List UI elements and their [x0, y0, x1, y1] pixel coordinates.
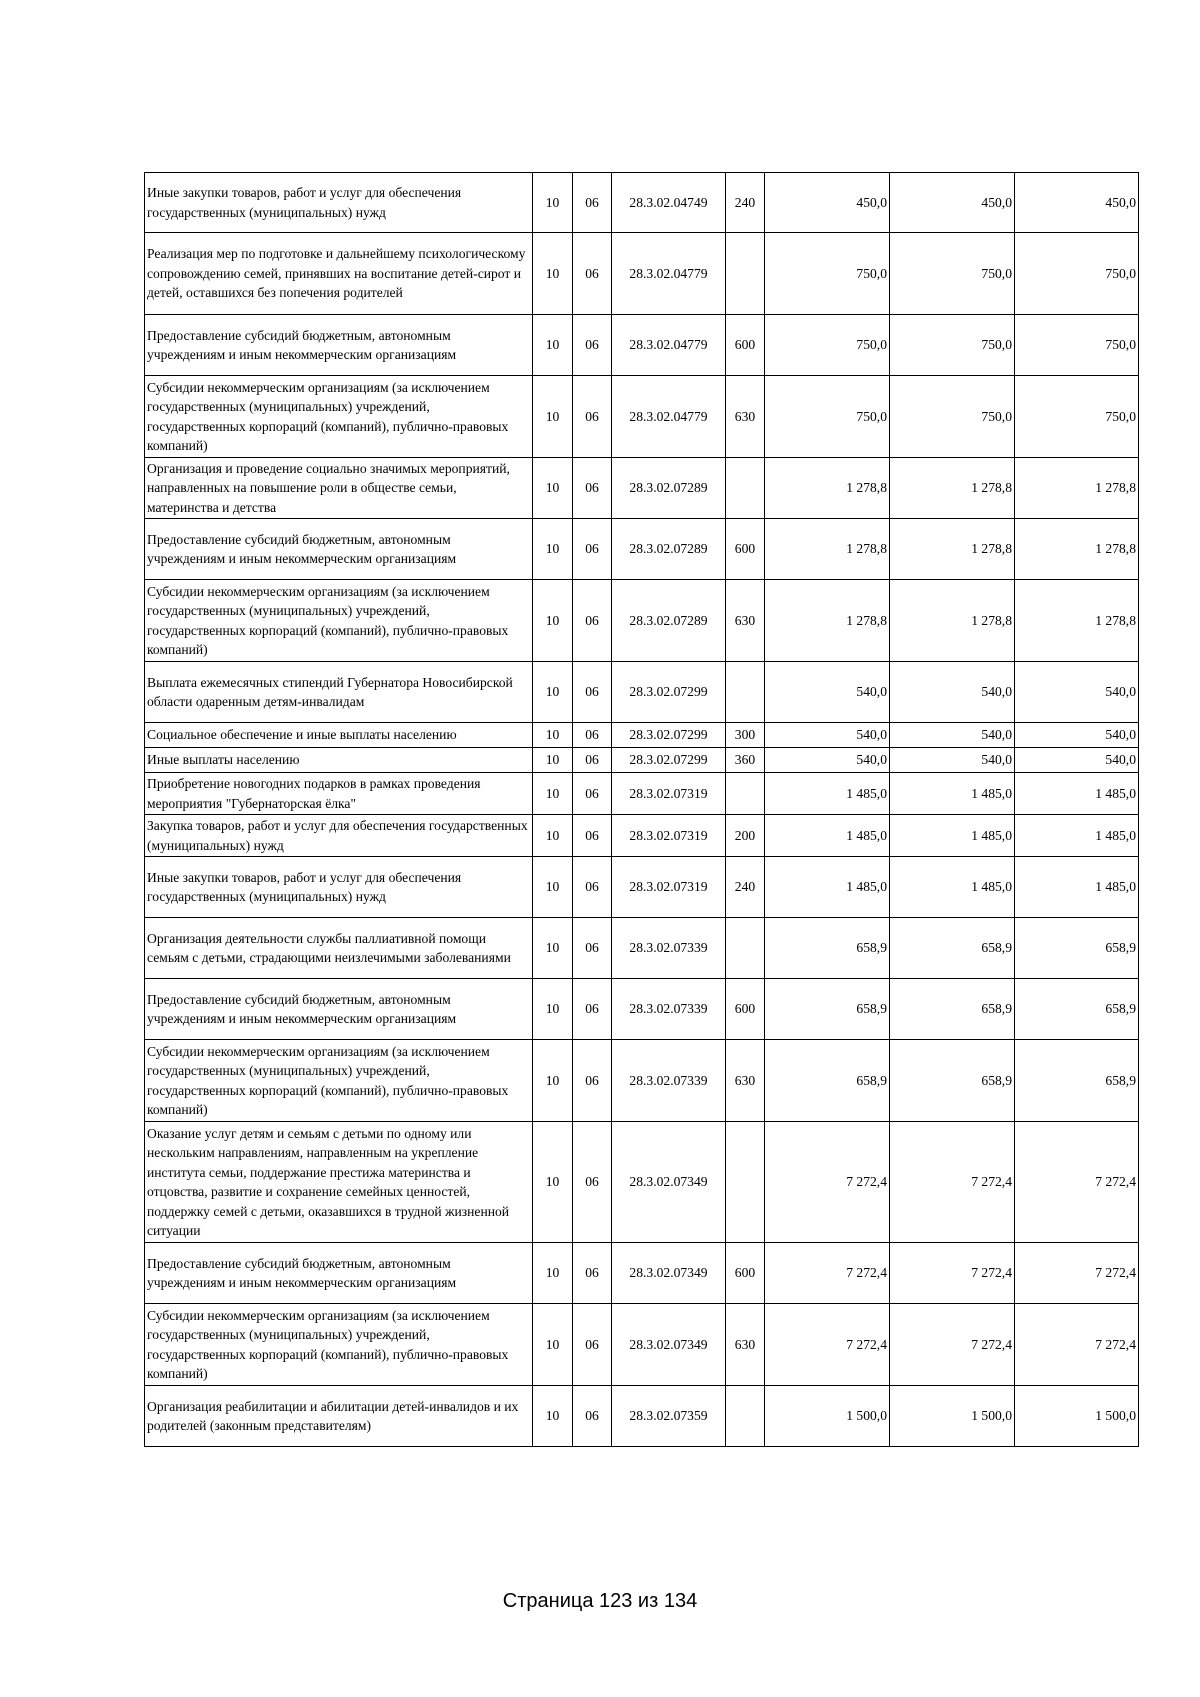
- target-article-cell: 28.3.02.07289: [612, 519, 726, 580]
- expense-type-cell: 600: [726, 979, 765, 1040]
- subsection-code-cell: 06: [573, 233, 612, 315]
- section-code-cell: 10: [533, 1243, 573, 1304]
- section-code-cell: 10: [533, 233, 573, 315]
- expense-type-cell: [726, 773, 765, 815]
- target-article-cell: 28.3.02.07299: [612, 662, 726, 723]
- subsection-code-cell: 06: [573, 662, 612, 723]
- amount-year-1-cell: 750,0: [765, 233, 890, 315]
- subsection-code-cell: 06: [573, 723, 612, 748]
- amount-year-2-cell: 540,0: [890, 662, 1015, 723]
- target-article-cell: 28.3.02.07349: [612, 1243, 726, 1304]
- row-name-cell: Организация деятельности службы паллиативной помощи семьям с детьми, страдающими неизлечимыми заболеваниями: [145, 918, 533, 979]
- amount-year-3-cell: 750,0: [1015, 315, 1139, 376]
- section-code-cell: 10: [533, 173, 573, 233]
- section-code-cell: 10: [533, 458, 573, 519]
- table-row: [145, 1040, 1139, 1122]
- amount-year-2-cell: 750,0: [890, 376, 1015, 458]
- expense-type-cell: 240: [726, 173, 765, 233]
- section-code-cell: 10: [533, 1040, 573, 1122]
- table-row: [145, 580, 1139, 662]
- table-row: [145, 173, 1139, 233]
- expense-type-cell: 600: [726, 1243, 765, 1304]
- amount-year-1-cell: 7 272,4: [765, 1304, 890, 1386]
- amount-year-3-cell: 1 500,0: [1015, 1386, 1139, 1447]
- section-code-cell: 10: [533, 1122, 573, 1243]
- expense-type-cell: [726, 1122, 765, 1243]
- expense-type-cell: [726, 233, 765, 315]
- target-article-cell: 28.3.02.07289: [612, 580, 726, 662]
- row-name-cell: Приобретение новогодних подарков в рамках проведения мероприятия "Губернаторская ёлка": [145, 773, 533, 815]
- amount-year-2-cell: 540,0: [890, 723, 1015, 748]
- section-code-cell: 10: [533, 918, 573, 979]
- row-name-cell: Предоставление субсидий бюджетным, автономным учреждениям и иным некоммерческим организациям: [145, 519, 533, 580]
- row-name-cell: Организация реабилитации и абилитации детей-инвалидов и их родителей (законным представителям): [145, 1386, 533, 1447]
- amount-year-2-cell: 658,9: [890, 1040, 1015, 1122]
- row-name-cell: Реализация мер по подготовке и дальнейшему психологическому сопровождению семей, принявших на воспитание детей-сирот и детей, оставшихся без попечения родителей: [145, 233, 533, 315]
- amount-year-2-cell: 658,9: [890, 979, 1015, 1040]
- table-row: [145, 1304, 1139, 1386]
- amount-year-1-cell: 658,9: [765, 1040, 890, 1122]
- target-article-cell: 28.3.02.07319: [612, 773, 726, 815]
- amount-year-3-cell: 1 278,8: [1015, 519, 1139, 580]
- amount-year-3-cell: 658,9: [1015, 1040, 1139, 1122]
- row-name-cell: Предоставление субсидий бюджетным, автономным учреждениям и иным некоммерческим организациям: [145, 979, 533, 1040]
- target-article-cell: 28.3.02.07299: [612, 723, 726, 748]
- row-name-cell: Предоставление субсидий бюджетным, автономным учреждениям и иным некоммерческим организациям: [145, 1243, 533, 1304]
- expense-type-cell: [726, 458, 765, 519]
- amount-year-1-cell: 450,0: [765, 173, 890, 233]
- table-row: [145, 662, 1139, 723]
- amount-year-1-cell: 1 485,0: [765, 773, 890, 815]
- expense-type-cell: 200: [726, 815, 765, 857]
- subsection-code-cell: 06: [573, 857, 612, 918]
- amount-year-3-cell: 540,0: [1015, 662, 1139, 723]
- table-row: [145, 773, 1139, 815]
- row-name-cell: Организация и проведение социально значимых мероприятий, направленных на повышение роли в обществе семьи, материнства и детства: [145, 458, 533, 519]
- target-article-cell: 28.3.02.07299: [612, 748, 726, 773]
- row-name-cell: Иные выплаты населению: [145, 748, 533, 773]
- target-article-cell: 28.3.02.07319: [612, 857, 726, 918]
- amount-year-1-cell: 1 485,0: [765, 857, 890, 918]
- expense-type-cell: 300: [726, 723, 765, 748]
- section-code-cell: 10: [533, 315, 573, 376]
- table-row: [145, 857, 1139, 918]
- subsection-code-cell: 06: [573, 1122, 612, 1243]
- row-name-cell: Социальное обеспечение и иные выплаты населению: [145, 723, 533, 748]
- target-article-cell: 28.3.02.07339: [612, 1040, 726, 1122]
- table-row: [145, 979, 1139, 1040]
- expense-type-cell: 360: [726, 748, 765, 773]
- row-name-cell: Предоставление субсидий бюджетным, автономным учреждениям и иным некоммерческим организациям: [145, 315, 533, 376]
- section-code-cell: 10: [533, 748, 573, 773]
- section-code-cell: 10: [533, 580, 573, 662]
- target-article-cell: 28.3.02.04749: [612, 173, 726, 233]
- amount-year-1-cell: 658,9: [765, 979, 890, 1040]
- amount-year-2-cell: 540,0: [890, 748, 1015, 773]
- target-article-cell: 28.3.02.04779: [612, 233, 726, 315]
- amount-year-1-cell: 7 272,4: [765, 1122, 890, 1243]
- section-code-cell: 10: [533, 979, 573, 1040]
- amount-year-3-cell: 7 272,4: [1015, 1122, 1139, 1243]
- amount-year-3-cell: 450,0: [1015, 173, 1139, 233]
- amount-year-3-cell: 658,9: [1015, 918, 1139, 979]
- subsection-code-cell: 06: [573, 376, 612, 458]
- target-article-cell: 28.3.02.07349: [612, 1122, 726, 1243]
- row-name-cell: Субсидии некоммерческим организациям (за исключением государственных (муниципальных) учреждений, государственных корпораций (компаний), публично-правовых компаний): [145, 376, 533, 458]
- table-row: [145, 918, 1139, 979]
- expense-type-cell: 600: [726, 519, 765, 580]
- section-code-cell: 10: [533, 1304, 573, 1386]
- expense-type-cell: 240: [726, 857, 765, 918]
- row-name-cell: Субсидии некоммерческим организациям (за исключением государственных (муниципальных) учреждений, государственных корпораций (компаний), публично-правовых компаний): [145, 1304, 533, 1386]
- row-name-cell: Закупка товаров, работ и услуг для обеспечения государственных (муниципальных) нужд: [145, 815, 533, 857]
- amount-year-1-cell: 1 278,8: [765, 519, 890, 580]
- amount-year-3-cell: 1 278,8: [1015, 580, 1139, 662]
- subsection-code-cell: 06: [573, 815, 612, 857]
- section-code-cell: 10: [533, 519, 573, 580]
- subsection-code-cell: 06: [573, 773, 612, 815]
- amount-year-2-cell: 1 278,8: [890, 580, 1015, 662]
- amount-year-3-cell: 540,0: [1015, 723, 1139, 748]
- amount-year-2-cell: 1 485,0: [890, 773, 1015, 815]
- table-row: [145, 519, 1139, 580]
- amount-year-2-cell: 1 500,0: [890, 1386, 1015, 1447]
- expense-type-cell: 630: [726, 376, 765, 458]
- amount-year-1-cell: 750,0: [765, 376, 890, 458]
- table-row: [145, 723, 1139, 748]
- subsection-code-cell: 06: [573, 918, 612, 979]
- amount-year-3-cell: 7 272,4: [1015, 1304, 1139, 1386]
- section-code-cell: 10: [533, 723, 573, 748]
- amount-year-3-cell: 658,9: [1015, 979, 1139, 1040]
- table-row: [145, 815, 1139, 857]
- amount-year-2-cell: 1 485,0: [890, 815, 1015, 857]
- amount-year-3-cell: 750,0: [1015, 376, 1139, 458]
- amount-year-2-cell: 1 278,8: [890, 458, 1015, 519]
- row-name-cell: Субсидии некоммерческим организациям (за исключением государственных (муниципальных) учреждений, государственных корпораций (компаний), публично-правовых компаний): [145, 580, 533, 662]
- table-row: [145, 1386, 1139, 1447]
- expense-type-cell: 630: [726, 1040, 765, 1122]
- section-code-cell: 10: [533, 1386, 573, 1447]
- subsection-code-cell: 06: [573, 1243, 612, 1304]
- target-article-cell: 28.3.02.07289: [612, 458, 726, 519]
- subsection-code-cell: 06: [573, 979, 612, 1040]
- amount-year-2-cell: 750,0: [890, 315, 1015, 376]
- page-number: Страница 123 из 134: [502, 1590, 698, 1612]
- subsection-code-cell: 06: [573, 580, 612, 662]
- amount-year-1-cell: 540,0: [765, 748, 890, 773]
- subsection-code-cell: 06: [573, 1040, 612, 1122]
- amount-year-1-cell: 1 500,0: [765, 1386, 890, 1447]
- target-article-cell: 28.3.02.04779: [612, 315, 726, 376]
- section-code-cell: 10: [533, 376, 573, 458]
- amount-year-2-cell: 750,0: [890, 233, 1015, 315]
- table-body: [145, 173, 1139, 1447]
- amount-year-2-cell: 7 272,4: [890, 1243, 1015, 1304]
- amount-year-2-cell: 450,0: [890, 173, 1015, 233]
- amount-year-3-cell: 1 485,0: [1015, 815, 1139, 857]
- expense-type-cell: [726, 1386, 765, 1447]
- expense-type-cell: [726, 662, 765, 723]
- target-article-cell: 28.3.02.07359: [612, 1386, 726, 1447]
- amount-year-2-cell: 1 485,0: [890, 857, 1015, 918]
- amount-year-2-cell: 7 272,4: [890, 1304, 1015, 1386]
- table-row: [145, 1243, 1139, 1304]
- table-row: [145, 748, 1139, 773]
- section-code-cell: 10: [533, 773, 573, 815]
- amount-year-1-cell: 540,0: [765, 662, 890, 723]
- amount-year-3-cell: 1 485,0: [1015, 857, 1139, 918]
- amount-year-2-cell: 1 278,8: [890, 519, 1015, 580]
- amount-year-1-cell: 658,9: [765, 918, 890, 979]
- amount-year-3-cell: 540,0: [1015, 748, 1139, 773]
- budget-table: [144, 172, 1139, 1447]
- subsection-code-cell: 06: [573, 458, 612, 519]
- amount-year-1-cell: 7 272,4: [765, 1243, 890, 1304]
- expense-type-cell: 600: [726, 315, 765, 376]
- section-code-cell: 10: [533, 662, 573, 723]
- section-code-cell: 10: [533, 815, 573, 857]
- subsection-code-cell: 06: [573, 315, 612, 376]
- expense-type-cell: [726, 918, 765, 979]
- row-name-cell: Иные закупки товаров, работ и услуг для обеспечения государственных (муниципальных) нужд: [145, 857, 533, 918]
- target-article-cell: 28.3.02.04779: [612, 376, 726, 458]
- table-row: [145, 458, 1139, 519]
- amount-year-3-cell: 750,0: [1015, 233, 1139, 315]
- row-name-cell: Субсидии некоммерческим организациям (за исключением государственных (муниципальных) учреждений, государственных корпораций (компаний), публично-правовых компаний): [145, 1040, 533, 1122]
- amount-year-1-cell: 540,0: [765, 723, 890, 748]
- amount-year-2-cell: 658,9: [890, 918, 1015, 979]
- subsection-code-cell: 06: [573, 519, 612, 580]
- subsection-code-cell: 06: [573, 173, 612, 233]
- amount-year-1-cell: 1 278,8: [765, 458, 890, 519]
- expense-type-cell: 630: [726, 580, 765, 662]
- amount-year-1-cell: 1 485,0: [765, 815, 890, 857]
- target-article-cell: 28.3.02.07339: [612, 918, 726, 979]
- table-row: [145, 315, 1139, 376]
- amount-year-3-cell: 1 485,0: [1015, 773, 1139, 815]
- amount-year-1-cell: 750,0: [765, 315, 890, 376]
- table-row: [145, 376, 1139, 458]
- amount-year-3-cell: 7 272,4: [1015, 1243, 1139, 1304]
- target-article-cell: 28.3.02.07319: [612, 815, 726, 857]
- subsection-code-cell: 06: [573, 1304, 612, 1386]
- subsection-code-cell: 06: [573, 1386, 612, 1447]
- target-article-cell: 28.3.02.07339: [612, 979, 726, 1040]
- row-name-cell: Иные закупки товаров, работ и услуг для обеспечения государственных (муниципальных) нужд: [145, 173, 533, 233]
- subsection-code-cell: 06: [573, 748, 612, 773]
- target-article-cell: 28.3.02.07349: [612, 1304, 726, 1386]
- amount-year-3-cell: 1 278,8: [1015, 458, 1139, 519]
- row-name-cell: Выплата ежемесячных стипендий Губернатора Новосибирской области одаренным детям-инвалидам: [145, 662, 533, 723]
- expense-type-cell: 630: [726, 1304, 765, 1386]
- amount-year-1-cell: 1 278,8: [765, 580, 890, 662]
- row-name-cell: Оказание услуг детям и семьям с детьми по одному или нескольким направлениям, направленным на укрепление института семьи, поддержание престижа материнства и отцовства, развитие и сохранение семейных ценностей, поддержку семей с детьми, оказавшихся в трудной жизненной ситуации: [145, 1122, 533, 1243]
- amount-year-2-cell: 7 272,4: [890, 1122, 1015, 1243]
- table-row: [145, 233, 1139, 315]
- section-code-cell: 10: [533, 857, 573, 918]
- table-row: [145, 1122, 1139, 1243]
